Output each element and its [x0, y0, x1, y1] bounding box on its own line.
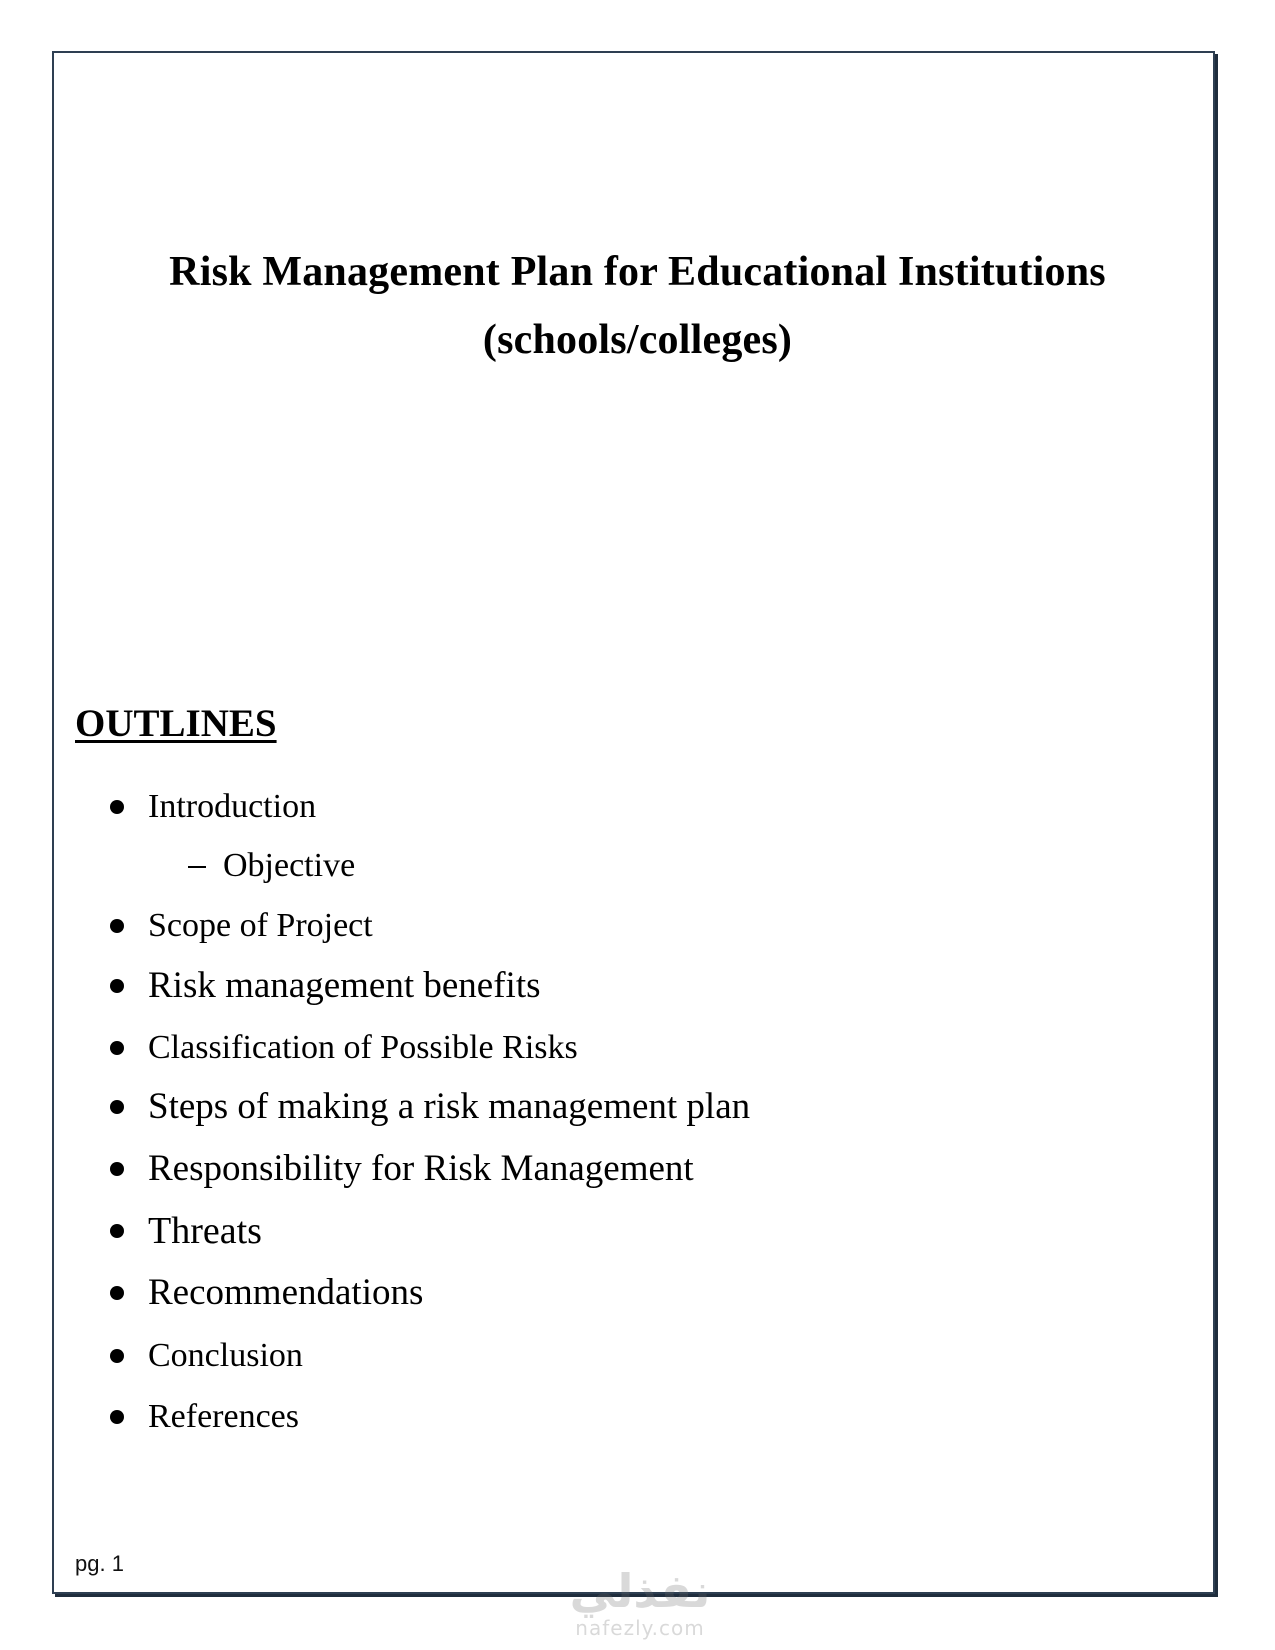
- outline-item-responsibility: [148, 1149, 694, 1189]
- outline-subitem-objective: [223, 846, 355, 886]
- outline-item-label: Steps of making a risk management plan: [148, 1086, 751, 1127]
- watermark-site-text: nafezly.com: [575, 1616, 705, 1640]
- outline-item-label: Threats: [148, 1210, 262, 1252]
- outline-item-label: Responsibility for Risk Management: [148, 1148, 694, 1189]
- watermark-arabic-text: نفذلي: [569, 1564, 711, 1618]
- outline-item-label: Risk management benefits: [148, 965, 541, 1006]
- outline-item-recommendations: [148, 1273, 423, 1313]
- bullet-icon: [110, 919, 124, 933]
- title-line-1: Risk Management Plan for Educational Institutions: [169, 249, 1106, 295]
- bullet-icon: [110, 979, 124, 993]
- title-line-2: (schools/colleges): [482, 317, 793, 363]
- outline-item-benefits: [148, 966, 541, 1006]
- outline-item-label: Recommendations: [148, 1272, 424, 1313]
- bullet-icon: [110, 1349, 124, 1363]
- bullet-icon: [110, 1286, 124, 1300]
- bullet-icon: [110, 1410, 124, 1424]
- dash-icon: [188, 866, 206, 868]
- outline-item-label: Scope of Project: [148, 907, 373, 944]
- bullet-icon: [110, 1100, 124, 1114]
- outlines-heading: OUTLINES: [75, 702, 277, 745]
- outline-item-steps: [148, 1087, 750, 1127]
- outline-item-scope: [148, 906, 373, 946]
- bullet-icon: [110, 1224, 124, 1238]
- outline-item-classification: [148, 1028, 578, 1068]
- bullet-icon: [110, 800, 124, 814]
- outline-item-label: Conclusion: [148, 1337, 303, 1374]
- document-title: [60, 238, 1215, 374]
- bullet-icon: [110, 1041, 124, 1055]
- bullet-icon: [110, 1162, 124, 1176]
- watermark-logo: [560, 1565, 720, 1639]
- outline-item-threats: [148, 1211, 262, 1251]
- outline-item-label: Introduction: [148, 788, 317, 825]
- outline-item-introduction: [148, 787, 316, 827]
- outline-item-label: References: [148, 1398, 300, 1435]
- outline-item-conclusion: [148, 1336, 303, 1376]
- page-number: pg. 1: [75, 1551, 124, 1576]
- outline-item-label: Classification of Possible Risks: [148, 1029, 578, 1066]
- outline-item-label: Objective: [223, 847, 356, 884]
- outline-item-references: [148, 1397, 299, 1437]
